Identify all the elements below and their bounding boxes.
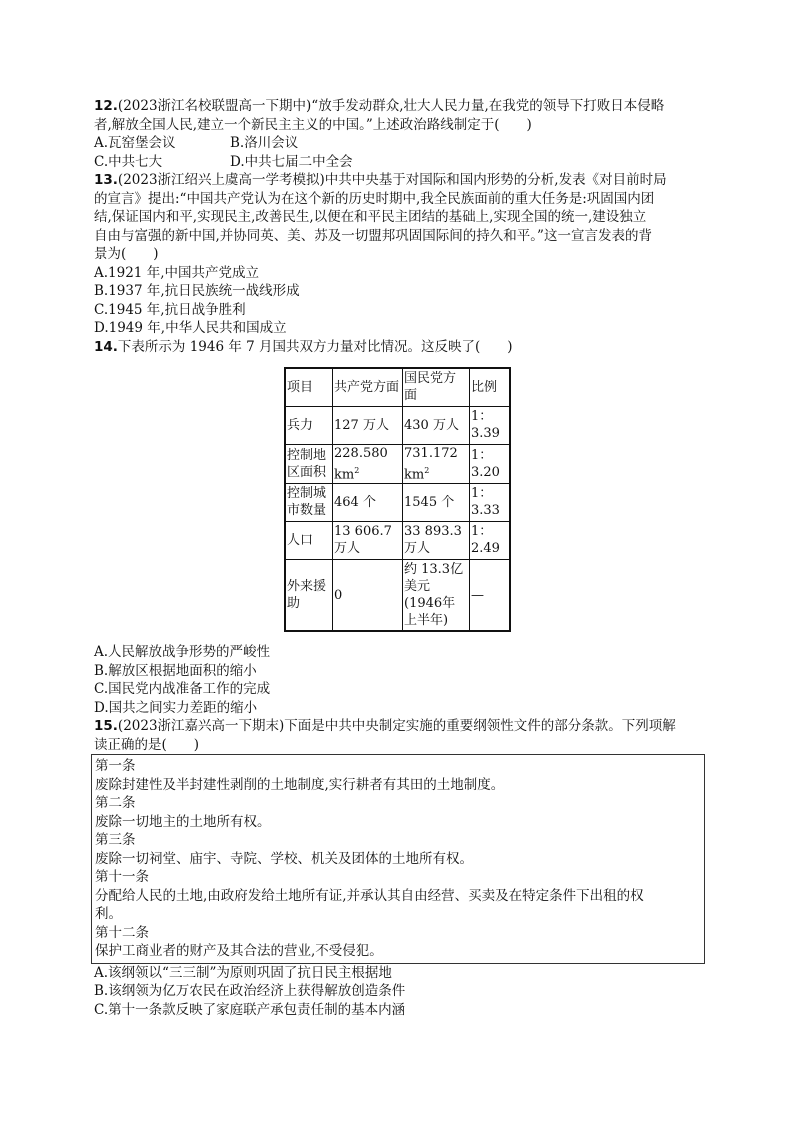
table-cell: 1：2.49 [470,521,511,559]
exam-page [94,97,706,1019]
question-text: (2023浙江绍兴上虞高一学考模拟)中共中央基于对国际和国内形势的分析,发表《对目前时局 [117,172,667,188]
table-cell: 兵力 [285,406,333,444]
table-header-row [285,368,510,406]
table-cell: 430 万人 [403,406,470,444]
table-cell: 外来援助 [285,559,333,631]
table-row [285,406,510,444]
option-d[interactable]: D.1949 年,中华人民共和国成立 [94,320,287,336]
article-title: 第十二条 [95,924,149,941]
option-a[interactable]: A.瓦窑堡会议 [94,135,176,151]
table-cell: 33 893.3 万人 [403,521,470,559]
question-13 [94,171,706,338]
table-row [285,444,510,483]
table-cell: — [470,559,511,631]
option-b[interactable]: B.1937 年,抗日民族统一战线形成 [94,283,300,299]
question-text: 下表所示为 1946 年 7 月国共双方力量对比情况。这反映了( ) [117,338,513,355]
option-c[interactable]: C.国民党内战准备工作的完成 [94,681,271,698]
option-row [94,153,706,172]
table-cell: 228.580 $km^2$ [333,444,403,483]
question-text: 的宣言》提出:“中国共产党认为在这个新的历史时期中,我全民族面前的重大任务是:巩固国内团 [94,190,655,207]
article-title: 第二条 [95,795,136,812]
question-text: (2023浙江嘉兴高一下期末)下面是中共中央制定实施的重要纲领性文件的部分条款。下列项解 [117,718,676,735]
table-cell: 人口 [285,521,333,559]
article-text: 分配给人民的土地,由政府发给土地所有证,并承认其自由经营、买卖及在特定条件下出租的权 [95,887,644,904]
question-12 [94,97,706,171]
question-text: 景为( ) [94,246,159,262]
table-cell: 1545 个 [403,483,470,521]
question-text: 自由与富强的新中国,并协同英、美、苏及一切盟邦巩固国际间的持久和平。”这一宣言发表的背 [94,227,652,244]
question-number: 13. [94,172,118,188]
option-row [94,134,706,153]
article-text: 废除一切祠堂、庙宇、寺院、学校、机关及团体的土地所有权。 [95,850,473,867]
table-row [285,559,510,631]
table-cell: 控制地区面积 [285,444,333,483]
question-number: 12. [94,98,118,114]
table-cell: 464 个 [333,483,403,521]
article-text: 废除封建性及半封建性剥削的土地制度,实行耕者有其田的土地制度。 [95,776,505,793]
table-cell: 1：3.33 [470,483,511,521]
question-number: 14. [94,338,118,355]
option-b[interactable]: B.洛川会议 [230,135,299,151]
option-b[interactable]: B.该纲领为亿万农民在政治经济上获得解放创造条件 [94,983,406,1000]
article-title: 第三条 [95,832,136,849]
table-cell: 1：3.20 [470,444,511,483]
option-a[interactable]: A.人民解放战争形势的严峻性 [94,644,271,661]
superscript: 2 [424,465,430,475]
question-text: 者,解放全国人民,建立一个新民主主义的中国。”上述政治路线制定于( ) [94,116,532,133]
article-text: 废除一切地主的土地所有权。 [95,813,271,830]
table-header: 项目 [285,368,333,406]
table-cell: 控制城市数量 [285,483,333,521]
option-c[interactable]: C.第十一条款反映了家庭联产承包责任制的基本内涵 [94,1001,406,1018]
table-cell: 1：3.39 [470,406,511,444]
table-header: 比例 [470,368,511,406]
question-15 [94,717,706,1019]
question-14 [94,338,706,718]
option-a[interactable]: A.该纲领以“三三制”为原则巩固了抗日民主根据地 [94,964,392,981]
question-text: 读正确的是( ) [94,736,200,753]
table-cell: 13 606.7 万人 [333,521,403,559]
table-row [285,483,510,521]
option-d[interactable]: D.国共之间实力差距的缩小 [94,699,258,716]
table-cell: 127 万人 [333,406,403,444]
article-text: 利。 [95,906,122,923]
option-b[interactable]: B.解放区根据地面积的缩小 [94,662,257,679]
article-title: 第十一条 [95,869,149,886]
option-c[interactable]: C.中共七大 [94,153,163,170]
force-comparison-table [284,367,511,632]
table-cell: 约 13.3亿美元(1946年上半年) [403,559,470,631]
table-cell: 0 [333,559,403,631]
question-number: 15. [94,718,118,735]
article-text: 保护工商业者的财产及其合法的营业,不受侵犯。 [95,943,383,960]
article-title: 第一条 [95,758,136,775]
table-row [285,521,510,559]
option-c[interactable]: C.1945 年,抗日战争胜利 [94,301,246,318]
option-a[interactable]: A.1921 年,中国共产党成立 [94,264,259,281]
document-excerpt-box [91,754,705,964]
question-text: (2023浙江名校联盟高一下期中)“放手发动群众,壮大人民力量,在我党的领导下打败日本侵略 [117,98,665,114]
question-text: 结,保证国内和平,实现民主,改善民生,以便在和平民主团结的基础上,实现全国的统一,建设独立 [94,209,647,225]
superscript: 2 [354,465,360,475]
option-d[interactable]: D.中共七届二中全会 [230,153,353,170]
table-header: 共产党方面 [333,368,403,406]
table-cell: 731.172 $km^2$ [403,444,470,483]
table-header: 国民党方面 [403,368,470,406]
